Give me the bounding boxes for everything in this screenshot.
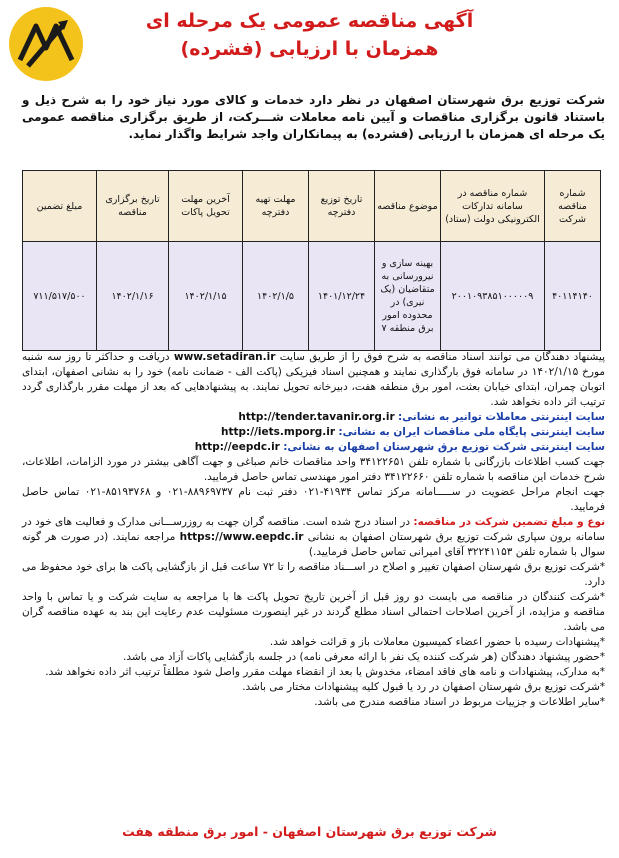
table-cell: ۱۴۰۱/۱۲/۲۴ [309, 242, 375, 351]
bullet-item: *به مدارک، پیشنهادات و نامه های فاقد امضاء، مخدوش یا بعد از انقضاء مهلت مقرر واصل شود مطلقاً ترتیب اثر داده نخواهد شد. [45, 666, 605, 678]
table-header: مبلغ تضمین [23, 171, 97, 242]
intro-paragraph: شرکت توزیع برق شهرستان اصفهان در نظر دارد خدمات و کالای مورد نیاز خود را به شرح ذیل و باستناد قانون برگزاری مناقصات و آیین نامه معاملات شـــرکت، از طریق برگزاری مناقصه عمومی یک مرحله ای همزمان با ارزیابی (فشرده) به پیمانکاران واجد شرایط واگذار نماید. [22, 93, 605, 141]
table-header: مهلت تهیه دفترچه [243, 171, 309, 242]
table-header: موضوع مناقصه [375, 171, 441, 242]
site-line: سایت اینترنتی پایگاه ملی مناقصات ایران به نشانی: http://iets.mporg.ir [221, 426, 605, 438]
bullet-item: *حضور پیشنهاد دهندگان (هر شرکت کننده یک نفر با ارائه معرفی نامه) در جلسه بازگشایی پاکات آزاد می باشد. [123, 651, 605, 663]
paragraph: جهت کسب اطلاعات بازرگانی با شماره تلفن ۳۴۱۲۲۶۵۱ واحد مناقصات خانم صباغی و جهت آگاهی بیشتر در مورد الزامات، اطلاعات، شرح خدمات این مناقصه با شماره تلفن ۳۴۱۲۲۶۶۰ دفتر امور مهندسی تماس حاصل فرمایید. [22, 456, 605, 483]
iets-link[interactable]: http://iets.mporg.ir [221, 426, 336, 438]
eepdc-https-link[interactable]: https://www.eepdc.ir [179, 531, 304, 543]
paragraph: نوع و مبلغ تضمین شرکت در مناقصه: در اسناد درج شده است. مناقصه گران جهت به روزرســـانی مدارک و فعالیت های خود در سامانه برون سپاری شرکت توزیع برق شهرستان اصفهان به نشانی https://www.eepdc.ir مراجعه نمایند. (در صورت هر گونه سوال با شماره تلفن ۳۲۲۴۱۱۵۳ آقای امیرانی تماس حاصل فرمایید.) [22, 516, 606, 558]
bullet-item: *شرکت کنندگان در مناقصه می بایست دو روز قبل از آخرین تاریخ تحویل پاکت ها با مراجعه به سایت شرکت و یا تماس با واحد مناقصه و مزایده، از آخرین اصلاحات احتمالی اسناد مطلع گردند در غیر اینصورت مسئولیت عدم رعایت این بند به عهده مناقصه گران می باشد. [22, 591, 605, 633]
site-line: سایت اینترنتی معاملات توانیر به نشانی: http://tender.tavanir.org.ir [238, 411, 605, 423]
tavanir-link[interactable]: http://tender.tavanir.org.ir [238, 411, 395, 423]
table-header: شماره مناقصه در سامانه تدارکات الکترونیکی دولت (ستاد) [441, 171, 545, 242]
table-header: آخرین مهلت تحویل پاکات [169, 171, 243, 242]
table-header: تاریخ برگزاری مناقصه [97, 171, 169, 242]
table-cell: ۱۴۰۲/۱/۵ [243, 242, 309, 351]
table-header-row [23, 171, 601, 242]
notice-title: آگهی مناقصه عمومی یک مرحله ای [145, 10, 474, 32]
paragraph: جهت انجام مراحل عضویت در ســـــامانه مرکز تماس ۴۱۹۳۴-۰۲۱ دفتر ثبت نام ۸۸۹۶۹۷۳۷-۰۲۱ و ۸۵۱۹۳۷۶۸-۰۲۱ تماس حاصل فرمایید. [22, 486, 606, 513]
site-line: سایت اینترنتی شرکت توزیع برق شهرستان اصفهان به نشانی: http://eepdc.ir [194, 441, 605, 453]
table-cell: ۱۴۰۲/۱/۱۶ [97, 242, 169, 351]
eepdc-link[interactable]: http://eepdc.ir [194, 441, 280, 453]
paragraph: پیشنهاد دهندگان می توانند اسناد مناقصه به شرح فوق را از طریق سایت www.setadiran.ir دریافت و حداکثر تا روز سه شنبه مورخ ۱۴۰۲/۱/۱۵ در سامانه فوق بارگذاری نمایند و همچنین اسناد فیزیکی (پاکت الف - ضمانت نامه) خود را به نشانی اصفهان، ابتدای اتوبان چمران، ابتدای خیابان بعثت، امور برق منطقه هفت، دبیرخانه تحویل نمایند. به پیشنهادهایی که بعد از مهلت مقرر بارگذاری گردد ترتیب اثر داده نخواهد شد. [22, 351, 605, 408]
footer-signature: شرکت توزیع برق شهرستان اصفهان - امور برق منطقه هفت [122, 824, 497, 839]
bullet-item: *شرکت توزیع برق شهرستان اصفهان تغییر و اصلاح در اســـناد مناقصه را تا ۷۲ ساعت قبل از بازگشایی پاکت ها برای خود محفوظ می دارد. [22, 561, 605, 588]
guarantee-title: نوع و مبلغ تضمین شرکت در مناقصه: [413, 516, 606, 528]
table-header: شماره مناقصه شرکت [545, 171, 601, 242]
setadiran-link[interactable]: www.setadiran.ir [173, 351, 276, 363]
notice-subtitle: همزمان با ارزیابی (فشرده) [180, 38, 439, 60]
notice-body [22, 350, 605, 710]
table-cell: ۷۱۱/۵۱۷/۵۰۰ [23, 242, 97, 351]
table-cell: ۲۰۰۱۰۹۳۸۵۱۰۰۰۰۰۹ [441, 242, 545, 351]
tender-table [22, 170, 601, 351]
table-row [23, 242, 601, 351]
bullet-item: *سایر اطلاعات و جزییات مربوط در اسناد مناقصه مندرج می باشد. [314, 696, 605, 708]
tavanir-logo-icon [6, 4, 86, 84]
bullet-item: *شرکت توزیع برق شهرستان اصفهان در رد یا قبول کلیه پیشنهادات مختار می باشد. [242, 681, 605, 693]
table-cell: ۴۰۱۱۴۱۴۰ [545, 242, 601, 351]
table-cell: بهینه سازی و نیرورسانی به متقاضیان (یک نیری) در محدوده امور برق منطقه ۷ [375, 242, 441, 351]
table-header: تاریخ توزیع دفترچه [309, 171, 375, 242]
table-cell: ۱۴۰۲/۱/۱۵ [169, 242, 243, 351]
bullet-item: *پیشنهادات رسیده با حضور اعضاء کمیسیون معاملات باز و قرائت خواهد شد. [269, 636, 605, 648]
